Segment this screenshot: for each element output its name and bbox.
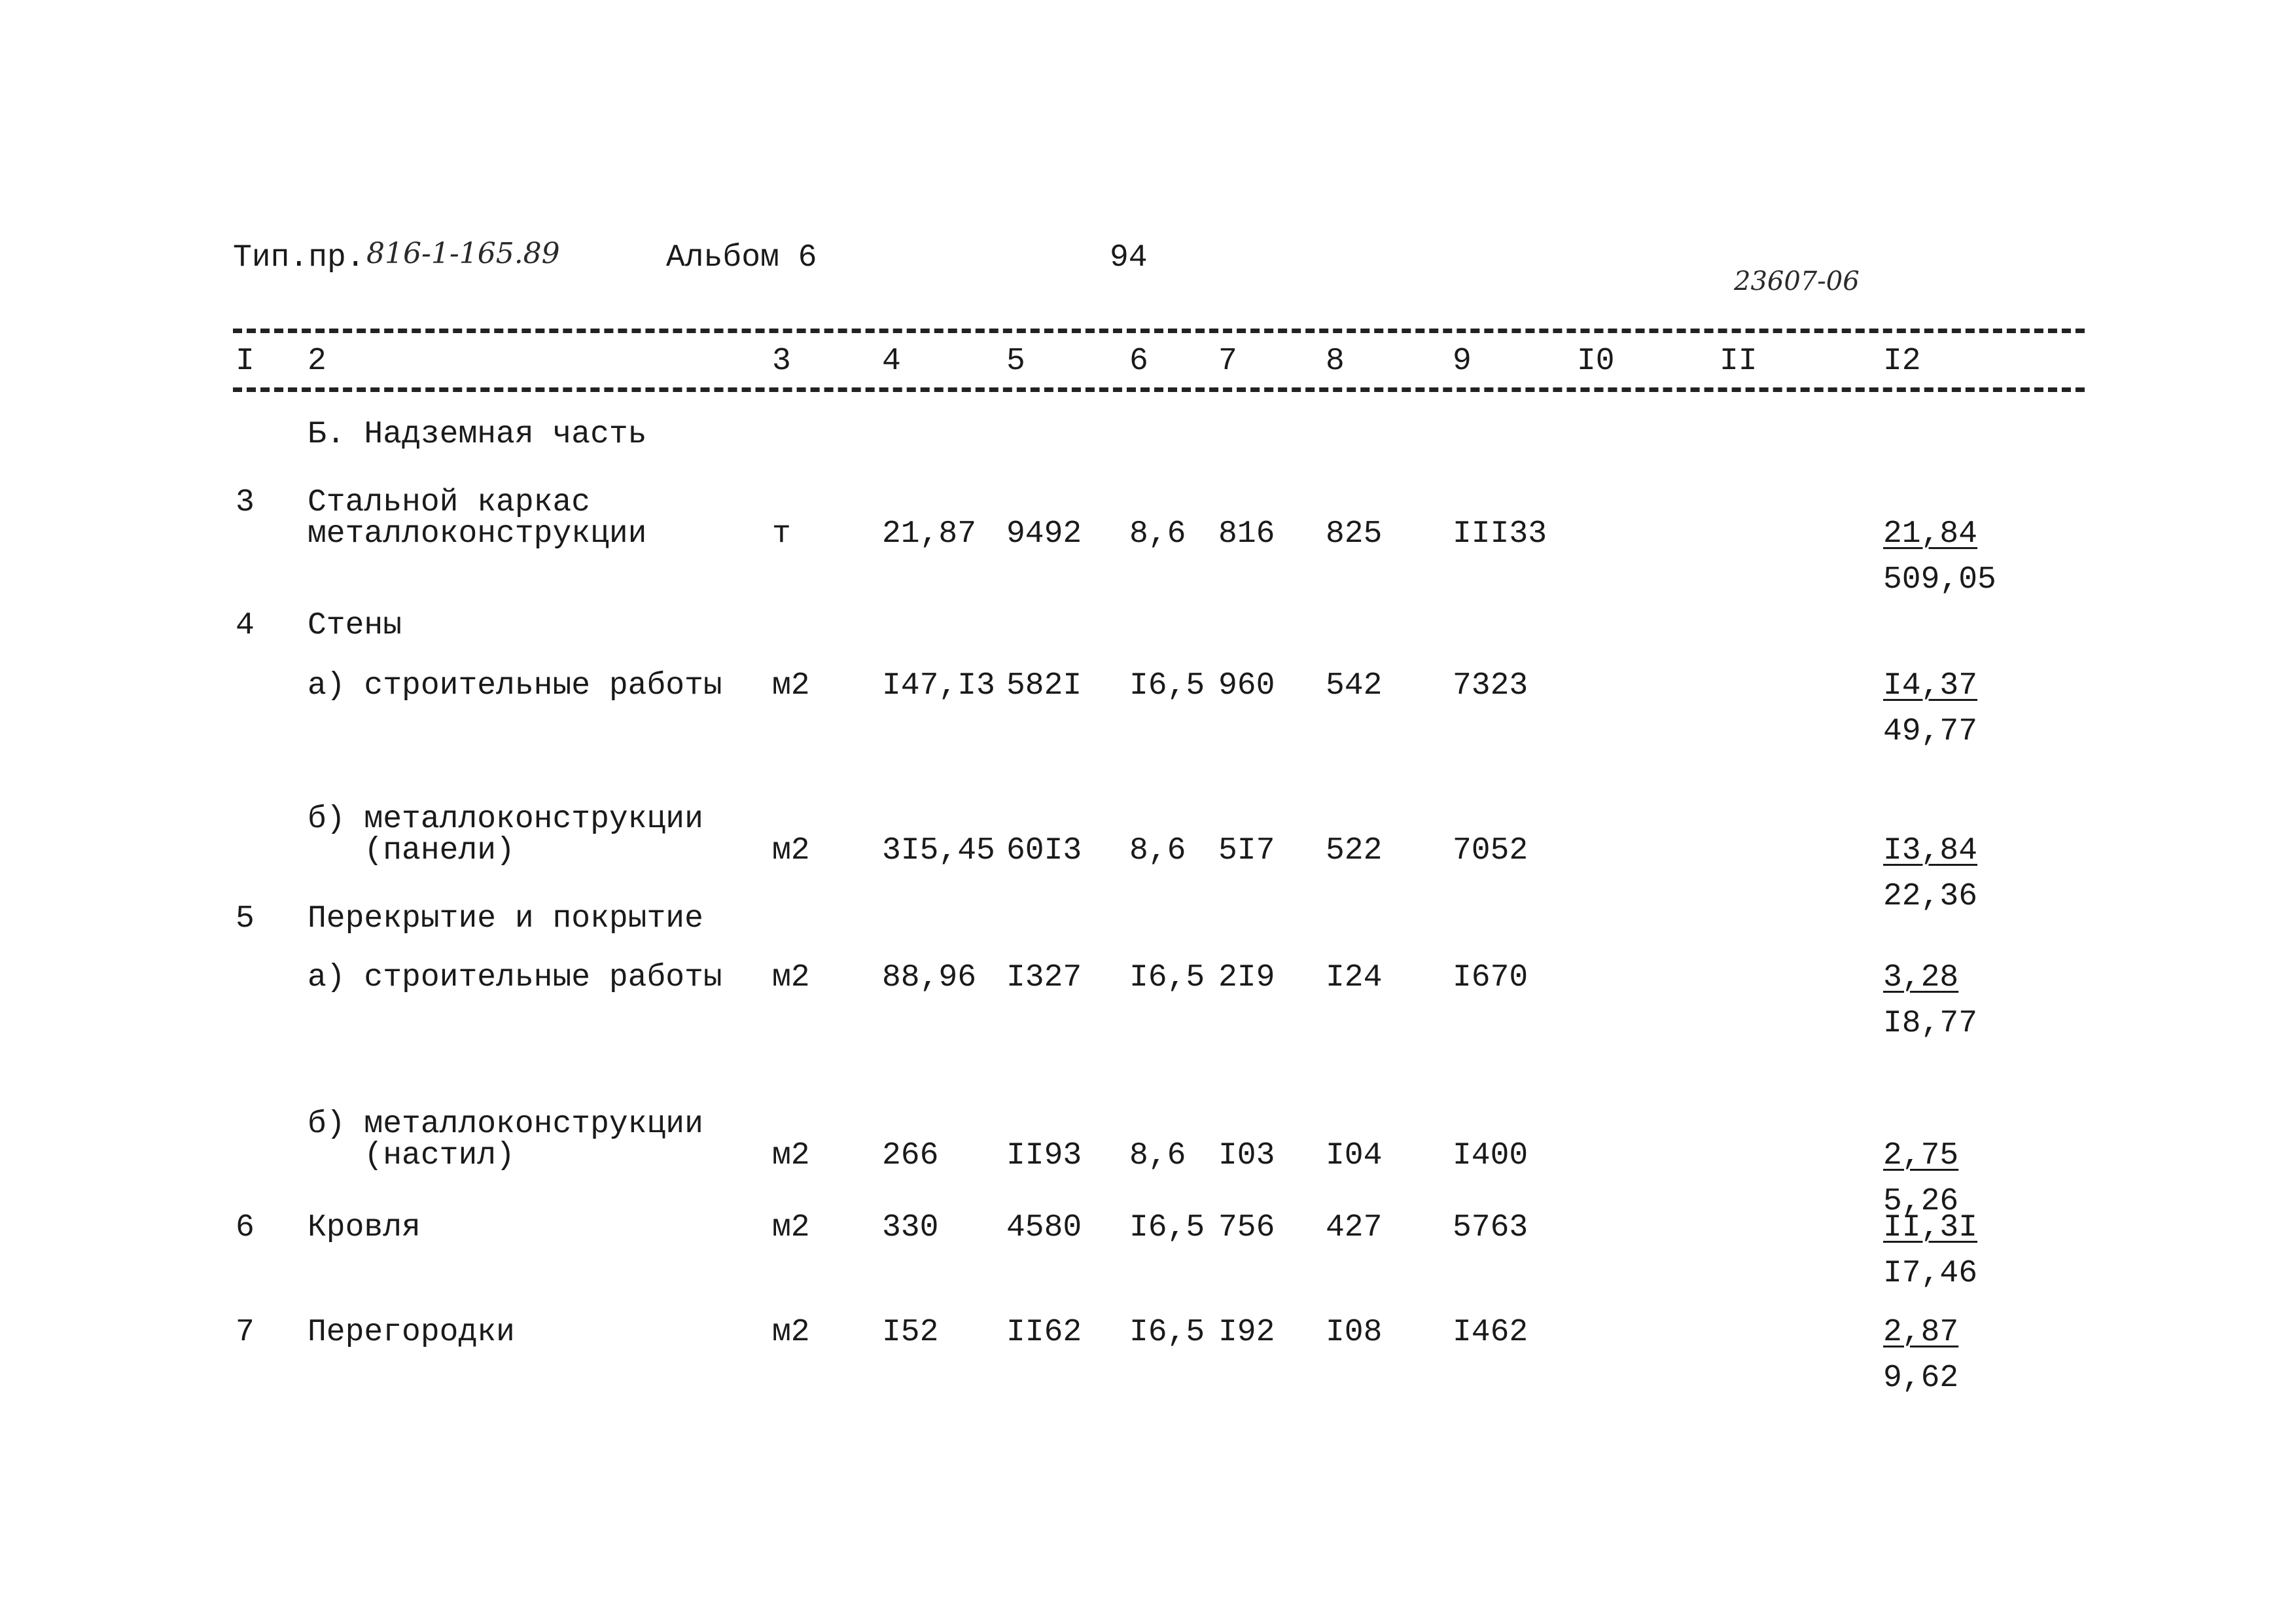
cell-c7: 2I9 bbox=[1218, 960, 1275, 995]
cell-c5: II62 bbox=[1006, 1315, 1082, 1350]
cell-c9: I462 bbox=[1453, 1315, 1528, 1350]
cell-c9: I670 bbox=[1453, 960, 1528, 995]
cell-c7: I92 bbox=[1218, 1315, 1275, 1350]
cell-c5: 582I bbox=[1006, 668, 1082, 704]
cell-c8: I04 bbox=[1326, 1138, 1383, 1173]
column-header: 6 bbox=[1129, 344, 1148, 379]
cell-unit: м2 bbox=[772, 668, 810, 704]
row-number: 4 bbox=[236, 608, 255, 643]
row-name: Стальной каркас bbox=[308, 485, 591, 520]
cell-c7: 960 bbox=[1218, 668, 1275, 704]
row-name: (настил) bbox=[308, 1138, 515, 1173]
cell-col12-bottom: 49,77 bbox=[1883, 714, 1978, 749]
cell-c7: 816 bbox=[1218, 516, 1275, 552]
row-name: металлоконструкции bbox=[308, 516, 647, 552]
row-number: 5 bbox=[236, 901, 255, 936]
project-code: 816-1-165.89 bbox=[366, 237, 560, 270]
cell-unit: м2 bbox=[772, 960, 810, 995]
cell-c4: 88,96 bbox=[882, 960, 977, 995]
cell-col12-top: 3,28 bbox=[1883, 960, 1959, 995]
cell-c8: 542 bbox=[1326, 668, 1383, 704]
row-name: Кровля bbox=[308, 1210, 421, 1245]
cell-col12-top: 2,87 bbox=[1883, 1315, 1959, 1350]
cell-c7: 756 bbox=[1218, 1210, 1275, 1245]
row-name: Перекрытие и покрытие bbox=[308, 901, 703, 936]
cell-c8: I24 bbox=[1326, 960, 1383, 995]
column-header: 9 bbox=[1453, 344, 1472, 379]
cell-c5: 4580 bbox=[1006, 1210, 1082, 1245]
cell-c4: I47,I3 bbox=[882, 668, 995, 704]
cell-unit: м2 bbox=[772, 833, 810, 868]
row-name: б) металлоконструкции bbox=[308, 802, 703, 837]
cell-unit: м2 bbox=[772, 1210, 810, 1245]
cell-col12-top: 2,75 bbox=[1883, 1138, 1959, 1173]
column-header: I2 bbox=[1883, 344, 1921, 379]
cell-col12-top: I3,84 bbox=[1883, 833, 1978, 868]
cell-c6: 8,6 bbox=[1129, 516, 1186, 552]
cell-c5: II93 bbox=[1006, 1138, 1082, 1173]
cell-col12-bottom: I8,77 bbox=[1883, 1006, 1978, 1041]
row-number: 6 bbox=[236, 1210, 255, 1245]
row-number: 3 bbox=[236, 485, 255, 520]
cell-c5: I327 bbox=[1006, 960, 1082, 995]
cell-col12-top: II,3I bbox=[1883, 1210, 1978, 1245]
cell-unit: м2 bbox=[772, 1315, 810, 1350]
cell-c7: 5I7 bbox=[1218, 833, 1275, 868]
cell-c5: 9492 bbox=[1006, 516, 1082, 552]
cell-c4: 330 bbox=[882, 1210, 939, 1245]
row-name: Стены bbox=[308, 608, 402, 643]
column-header: 7 bbox=[1218, 344, 1237, 379]
row-number: 7 bbox=[236, 1315, 255, 1350]
cell-c4: 266 bbox=[882, 1138, 939, 1173]
row-name: а) строительные работы bbox=[308, 668, 722, 704]
cell-c9: 7323 bbox=[1453, 668, 1528, 704]
cell-unit: т bbox=[772, 516, 791, 552]
column-header: 4 bbox=[882, 344, 901, 379]
cell-c8: 427 bbox=[1326, 1210, 1383, 1245]
cell-c5: 60I3 bbox=[1006, 833, 1082, 868]
cell-c9: III33 bbox=[1453, 516, 1547, 552]
row-name: (панели) bbox=[308, 833, 515, 868]
row-name: Перегородки bbox=[308, 1315, 515, 1350]
column-header: I0 bbox=[1577, 344, 1615, 379]
cell-col12-bottom: 9,62 bbox=[1883, 1361, 1959, 1396]
cell-col12-bottom: I7,46 bbox=[1883, 1256, 1978, 1291]
column-header: II bbox=[1720, 344, 1757, 379]
doc-prefix: Тип.пр. bbox=[233, 240, 365, 276]
cell-c4: 21,87 bbox=[882, 516, 977, 552]
cell-c8: I08 bbox=[1326, 1315, 1383, 1350]
cell-c9: I400 bbox=[1453, 1138, 1528, 1173]
cell-col12-bottom: 509,05 bbox=[1883, 562, 1996, 597]
row-name: б) металлоконструкции bbox=[308, 1107, 703, 1142]
cell-c6: I6,5 bbox=[1129, 1315, 1205, 1350]
cell-c9: 5763 bbox=[1453, 1210, 1528, 1245]
cell-c6: I6,5 bbox=[1129, 960, 1205, 995]
cell-c6: I6,5 bbox=[1129, 668, 1205, 704]
cell-c4: 3I5,45 bbox=[882, 833, 995, 868]
cell-c9: 7052 bbox=[1453, 833, 1528, 868]
column-header: 5 bbox=[1006, 344, 1025, 379]
document-code: 23607-06 bbox=[1734, 266, 1860, 296]
cell-col12-top: 21,84 bbox=[1883, 516, 1978, 552]
cell-unit: м2 bbox=[772, 1138, 810, 1173]
cell-col12-bottom: 5,26 bbox=[1883, 1184, 1959, 1219]
row-name: а) строительные работы bbox=[308, 960, 722, 995]
column-header: 3 bbox=[772, 344, 791, 379]
cell-col12-top: I4,37 bbox=[1883, 668, 1978, 704]
cell-c4: I52 bbox=[882, 1315, 939, 1350]
album-label: Альбом 6 bbox=[666, 240, 817, 276]
cell-c6: 8,6 bbox=[1129, 833, 1186, 868]
section-heading: Б. Надземная часть bbox=[308, 417, 647, 452]
column-header: 8 bbox=[1326, 344, 1345, 379]
cell-c6: I6,5 bbox=[1129, 1210, 1205, 1245]
page-number: 94 bbox=[1110, 240, 1148, 276]
column-header: I bbox=[236, 344, 255, 379]
header-top-rule bbox=[233, 329, 2085, 333]
header-bottom-rule bbox=[233, 387, 2085, 392]
cell-col12-bottom: 22,36 bbox=[1883, 879, 1978, 914]
cell-c8: 522 bbox=[1326, 833, 1383, 868]
cell-c7: I03 bbox=[1218, 1138, 1275, 1173]
cell-c8: 825 bbox=[1326, 516, 1383, 552]
cell-c6: 8,6 bbox=[1129, 1138, 1186, 1173]
column-header: 2 bbox=[308, 344, 327, 379]
